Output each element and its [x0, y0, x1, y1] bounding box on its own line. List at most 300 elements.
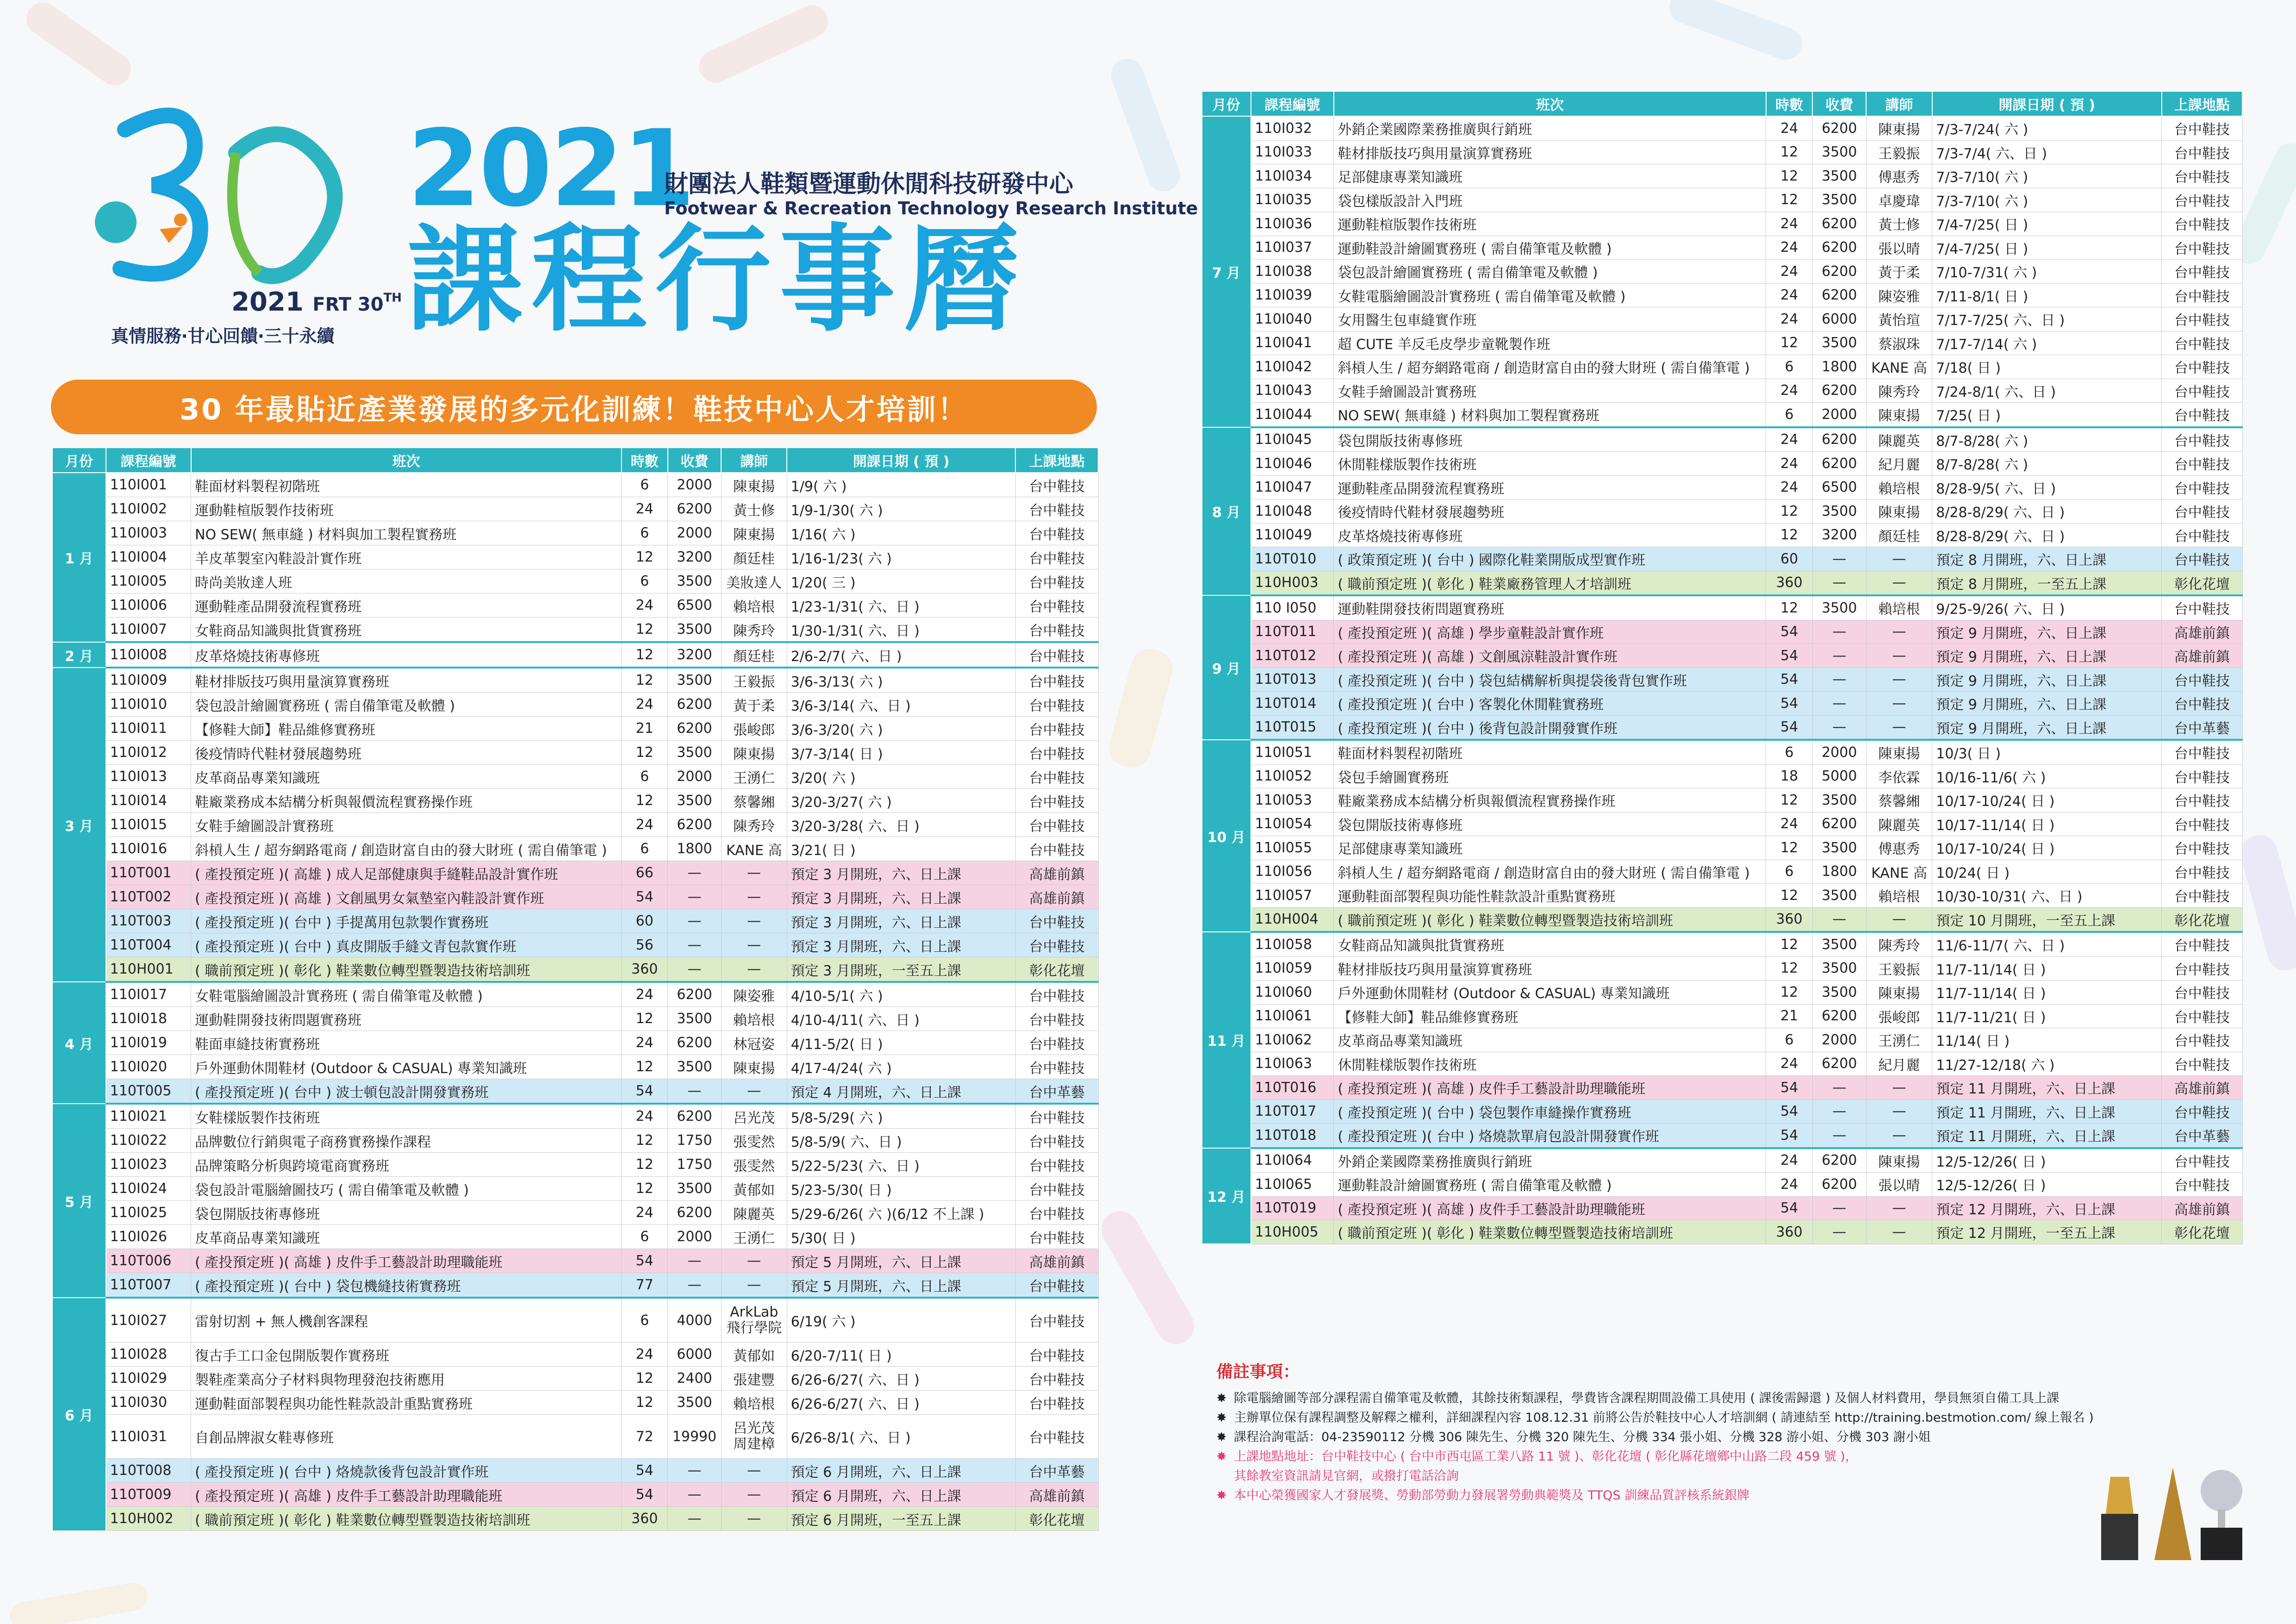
date-cell: 3/6-3/13( 六 )	[787, 668, 1015, 693]
teacher-cell: 黃怡瑄	[1866, 307, 1932, 331]
teacher-cell: 黃郁如	[721, 1343, 787, 1367]
teacher-cell: ArkLab 飛行學院	[721, 1298, 787, 1343]
course-code-cell: 110I016	[106, 837, 191, 861]
teacher-cell: 張雯然	[721, 1153, 787, 1177]
teacher-cell: 賴培根	[1866, 475, 1932, 500]
teacher-cell: 黃士修	[1866, 212, 1932, 236]
hours-cell: 54	[1766, 715, 1812, 740]
hours-cell: 12	[1766, 836, 1812, 860]
course-code-cell: 110I008	[106, 642, 191, 668]
fee-cell: —	[668, 1483, 722, 1507]
location-cell: 台中革藝	[2162, 715, 2242, 740]
table-row	[1202, 956, 2242, 981]
table-row	[52, 1177, 1098, 1201]
note-text: 上課地點地址：台中鞋技中心 ( 台中市西屯區工業八路 11 號 )、彰化花壇 ( 彰化縣花壇鄉中山路二段 459 號 )，	[1234, 1449, 1858, 1464]
teacher-cell: —	[1866, 715, 1932, 740]
fee-cell: 3500	[668, 1177, 722, 1201]
fee-cell: 2400	[668, 1367, 722, 1391]
course-name-cell: 品牌數位行銷與電子商務實務操作課程	[191, 1129, 622, 1153]
table-row	[52, 1201, 1098, 1225]
teacher-cell: 陳麗英	[1866, 812, 1932, 836]
fee-cell: —	[1812, 1076, 1866, 1100]
hours-cell: 6	[1766, 1028, 1812, 1052]
hours-cell: 12	[622, 1055, 668, 1079]
table-row	[52, 1055, 1098, 1079]
hours-cell: 54	[1766, 1076, 1812, 1100]
table-row	[1202, 1148, 2242, 1173]
column-header: 時數	[1766, 91, 1812, 116]
location-cell: 台中鞋技	[1015, 668, 1098, 693]
fee-cell: 3500	[668, 618, 722, 643]
fee-cell: 3500	[668, 569, 722, 593]
date-cell: 7/17-7/14( 六 )	[1932, 331, 2162, 355]
course-code-cell: 110I040	[1251, 307, 1334, 331]
teacher-cell: 王毅振	[721, 668, 787, 693]
hours-cell: 24	[622, 1104, 668, 1129]
fee-cell: —	[668, 1507, 722, 1531]
location-cell: 台中鞋技	[1015, 1153, 1098, 1177]
course-code-cell: 110H005	[1251, 1220, 1334, 1244]
course-name-cell: 運動鞋設計繪圖實務班 ( 需自備筆電及軟體 )	[1334, 1173, 1766, 1197]
date-cell: 5/8-5/29( 六 )	[787, 1104, 1015, 1129]
fee-cell: 3500	[668, 741, 722, 765]
location-cell: 台中鞋技	[2162, 1099, 2242, 1124]
teacher-cell: 紀月麗	[1866, 1052, 1932, 1076]
date-cell: 預定 11 月開班，六、日上課	[1932, 1076, 2162, 1100]
location-cell: 台中鞋技	[2162, 403, 2242, 427]
date-cell: 1/16( 六 )	[787, 521, 1015, 545]
course-name-cell: ( 產投預定班 )( 高雄 ) 皮件手工藝設計助理職能班	[191, 1483, 622, 1507]
date-cell: 10/30-10/31( 六、日 )	[1932, 884, 2162, 908]
table-row	[52, 1507, 1098, 1531]
course-code-cell: 110I033	[1251, 140, 1334, 164]
teacher-cell: 顏廷桂	[721, 545, 787, 569]
teacher-cell: 王毅振	[1866, 140, 1932, 164]
course-name-cell: 皮革商品專業知識班	[191, 765, 622, 789]
table-row	[1202, 547, 2242, 571]
date-cell: 7/25( 日 )	[1932, 403, 2162, 427]
location-cell: 台中鞋技	[2162, 740, 2242, 764]
location-cell: 台中鞋技	[2162, 212, 2242, 236]
table-row	[52, 813, 1098, 837]
location-cell: 台中鞋技	[1015, 1298, 1098, 1343]
date-cell: 4/10-4/11( 六、日 )	[787, 1007, 1015, 1031]
notes-title: 備註事項：	[1216, 1362, 1300, 1381]
fee-cell: 6000	[1812, 307, 1866, 331]
location-cell: 台中鞋技	[1015, 741, 1098, 765]
teacher-cell: 卓慶瑋	[1866, 188, 1932, 212]
date-cell: 預定 5 月開班，六、日上課	[787, 1249, 1015, 1273]
table-row	[52, 1415, 1098, 1459]
month-cell: 10 月	[1202, 740, 1251, 932]
course-code-cell: 110T019	[1251, 1196, 1334, 1220]
course-code-cell: 110T006	[106, 1249, 191, 1273]
course-code-cell: 110I024	[106, 1177, 191, 1201]
table-row	[1202, 355, 2242, 379]
slogan-banner-text: 30 年最貼近產業發展的多元化訓練！鞋技中心人才培訓！	[180, 392, 968, 426]
course-name-cell: 製鞋產業高分子材料與物理發泡技術應用	[191, 1367, 622, 1391]
hours-cell: 77	[622, 1273, 668, 1298]
teacher-cell: —	[721, 1249, 787, 1273]
course-code-cell: 110I038	[1251, 260, 1334, 284]
hours-cell: 54	[1766, 1196, 1812, 1220]
hours-cell: 24	[622, 1343, 668, 1367]
course-code-cell: 110I023	[106, 1153, 191, 1177]
fee-cell: —	[1812, 644, 1866, 668]
course-code-cell: 110I049	[1251, 523, 1334, 547]
table-row	[52, 497, 1098, 521]
date-cell: 預定 6 月開班，一至五上課	[787, 1507, 1015, 1531]
course-code-cell: 110H003	[1251, 571, 1334, 595]
fee-cell: 3500	[1812, 595, 1866, 620]
date-cell: 6/26-8/1( 六、日 )	[787, 1415, 1015, 1459]
course-code-cell: 110I018	[106, 1007, 191, 1031]
column-header: 課程編號	[106, 448, 191, 473]
fee-cell: 3500	[1812, 932, 1866, 956]
fee-cell: —	[1812, 1099, 1866, 1124]
fee-cell: 3500	[668, 789, 722, 813]
course-code-cell: 110I010	[106, 693, 191, 717]
teacher-cell: 張以晴	[1866, 1173, 1932, 1197]
course-code-cell: 110 I050	[1251, 595, 1334, 620]
location-cell: 台中鞋技	[1015, 1225, 1098, 1249]
course-name-cell: 後疫情時代鞋材發展趨勢班	[191, 741, 622, 765]
table-row	[52, 1079, 1098, 1104]
table-row	[1202, 692, 2242, 716]
date-cell: 2/6-2/7( 六、日 )	[787, 642, 1015, 668]
table-row	[52, 1104, 1098, 1129]
course-name-cell: 女鞋樣版製作技術班	[191, 1104, 622, 1129]
fee-cell: 6000	[668, 1343, 722, 1367]
location-cell: 台中鞋技	[2162, 452, 2242, 476]
table-row	[52, 1298, 1098, 1343]
teacher-cell: 林冠姿	[721, 1031, 787, 1055]
hours-cell: 54	[1766, 692, 1812, 716]
teacher-cell: 黃士修	[721, 497, 787, 521]
date-cell: 預定 3 月開班，六、日上課	[787, 861, 1015, 885]
teacher-cell: —	[1866, 1124, 1932, 1148]
table-header-row	[52, 448, 1098, 473]
date-cell: 11/6-11/7( 六、日 )	[1932, 932, 2162, 956]
course-code-cell: 110H001	[106, 957, 191, 982]
course-name-cell: 女鞋商品知識與批貨實務班	[1334, 932, 1766, 956]
date-cell: 預定 10 月開班，一至五上課	[1932, 907, 2162, 932]
location-cell: 台中鞋技	[2162, 188, 2242, 212]
course-name-cell: ( 產投預定班 )( 高雄 ) 學步童鞋設計實作班	[1334, 620, 1766, 644]
page-title: 課程行事曆	[407, 212, 1027, 347]
course-name-cell: ( 產投預定班 )( 台中 ) 袋包機縫技術實務班	[191, 1273, 622, 1298]
course-name-cell: 鞋材排版技巧與用量演算實務班	[191, 668, 622, 693]
course-name-cell: ( 產投預定班 )( 高雄 ) 皮件手工藝設計助理職能班	[1334, 1196, 1766, 1220]
course-name-cell: 女鞋商品知識與批貨實務班	[191, 618, 622, 643]
slogan-banner	[51, 380, 1097, 434]
fee-cell: 3500	[1812, 500, 1866, 524]
location-cell: 台中鞋技	[1015, 521, 1098, 545]
teacher-cell: —	[721, 933, 787, 957]
teacher-cell: 張以晴	[1866, 236, 1932, 260]
fee-cell: 4000	[668, 1298, 722, 1343]
course-name-cell: 【修鞋大師】鞋品維修實務班	[1334, 1004, 1766, 1028]
date-cell: 10/24( 日 )	[1932, 860, 2162, 884]
fee-cell: 6200	[1812, 452, 1866, 476]
table-row	[52, 1249, 1098, 1273]
column-header: 上課地點	[1015, 448, 1098, 473]
course-name-cell: ( 政策預定班 )( 台中 ) 國際化鞋業開版成型實作班	[1334, 547, 1766, 571]
teacher-cell: 張峻郎	[721, 717, 787, 741]
location-cell: 台中鞋技	[2162, 932, 2242, 956]
course-name-cell: 鞋材排版技巧與用量演算實務班	[1334, 956, 1766, 981]
hours-cell: 60	[1766, 547, 1812, 571]
fee-cell: 3200	[668, 642, 722, 668]
course-code-cell: 110T016	[1251, 1076, 1334, 1100]
date-cell: 7/24-8/1( 六、日 )	[1932, 379, 2162, 403]
month-cell: 8 月	[1202, 427, 1251, 596]
note-item	[1216, 1428, 2258, 1447]
course-code-cell: 110I057	[1251, 884, 1334, 908]
location-cell: 高雄前鎮	[1015, 1249, 1098, 1273]
location-cell: 台中鞋技	[1015, 933, 1098, 957]
course-code-cell: 110I035	[1251, 188, 1334, 212]
course-code-cell: 110T018	[1251, 1124, 1334, 1148]
location-cell: 彰化花壇	[1015, 957, 1098, 982]
table-row	[52, 593, 1098, 618]
date-cell: 預定 3 月開班，六、日上課	[787, 933, 1015, 957]
course-name-cell: 休閒鞋樣版製作技術班	[1334, 452, 1766, 476]
table-row	[1202, 836, 2242, 860]
table-row	[1202, 812, 2242, 836]
hours-cell: 54	[622, 1249, 668, 1273]
date-cell: 8/7-8/28( 六 )	[1932, 452, 2162, 476]
hours-cell: 18	[1766, 764, 1812, 788]
teacher-cell: 陳麗英	[721, 1201, 787, 1225]
fee-cell: 2000	[1812, 1028, 1866, 1052]
schedule-table-left	[52, 447, 1099, 1531]
teacher-cell: 陳東揚	[721, 741, 787, 765]
location-cell: 台中鞋技	[1015, 1367, 1098, 1391]
fee-cell: 6200	[1812, 260, 1866, 284]
teacher-cell: —	[721, 885, 787, 909]
location-cell: 台中鞋技	[1015, 569, 1098, 593]
course-code-cell: 110I059	[1251, 956, 1334, 981]
teacher-cell: —	[1866, 1076, 1932, 1100]
course-name-cell: 自創品牌淑女鞋專修班	[191, 1415, 622, 1459]
course-code-cell: 110I065	[1251, 1173, 1334, 1197]
teacher-cell: —	[721, 1483, 787, 1507]
date-cell: 6/20-7/11( 日 )	[787, 1343, 1015, 1367]
teacher-cell: 傅惠秀	[1866, 164, 1932, 188]
location-cell: 台中鞋技	[2162, 981, 2242, 1005]
date-cell: 3/6-3/14( 六、日 )	[787, 693, 1015, 717]
location-cell: 台中鞋技	[1015, 789, 1098, 813]
course-name-cell: ( 產投預定班 )( 台中 ) 烙燒款單肩包設計開發實作班	[1334, 1124, 1766, 1148]
teacher-cell: 陳東揚	[1866, 981, 1932, 1005]
date-cell: 5/23-5/30( 日 )	[787, 1177, 1015, 1201]
teacher-cell: 陳姿雅	[1866, 283, 1932, 307]
date-cell: 7/10-7/31( 六 )	[1932, 260, 2162, 284]
date-cell: 預定 9 月開班，六、日上課	[1932, 620, 2162, 644]
teacher-cell: 王湧仁	[1866, 1028, 1932, 1052]
location-cell: 台中鞋技	[1015, 1415, 1098, 1459]
course-name-cell: 外銷企業國際業務推廣與行銷班	[1334, 116, 1766, 140]
table-row	[52, 717, 1098, 741]
fee-cell: 6200	[1812, 812, 1866, 836]
fee-cell: 6200	[1812, 283, 1866, 307]
fee-cell: 2000	[1812, 403, 1866, 427]
note-text: 主辦單位保有課程調整及解釋之權利，詳細課程內容 108.12.31 前將公告於鞋技中心人才培訓網 ( 請連結至 http://training.bestmotion.com/ 線上報名 )	[1234, 1411, 2094, 1425]
hours-cell: 56	[622, 933, 668, 957]
table-row	[52, 473, 1098, 497]
hours-cell: 12	[1766, 884, 1812, 908]
location-cell: 台中鞋技	[2162, 1052, 2242, 1076]
location-cell: 台中鞋技	[1015, 497, 1098, 521]
course-name-cell: ( 職前預定班 )( 彰化 ) 鞋業數位轉型暨製造技術培訓班	[1334, 1220, 1766, 1244]
hours-cell: 24	[1766, 1148, 1812, 1173]
teacher-cell: KANE 高	[721, 837, 787, 861]
course-code-cell: 110T012	[1251, 644, 1334, 668]
location-cell: 台中鞋技	[2162, 331, 2242, 355]
course-code-cell: 110I053	[1251, 788, 1334, 812]
location-cell: 台中鞋技	[1015, 1031, 1098, 1055]
fee-cell: 2000	[1812, 740, 1866, 764]
teacher-cell: 陳東揚	[1866, 116, 1932, 140]
table-row	[1202, 907, 2242, 932]
location-cell: 高雄前鎮	[2162, 1196, 2242, 1220]
location-cell: 台中鞋技	[1015, 618, 1098, 643]
fee-cell: 3500	[1812, 836, 1866, 860]
location-cell: 彰化花壇	[2162, 571, 2242, 595]
hours-cell: 12	[1766, 140, 1812, 164]
course-name-cell: 袋包手繪圖實務班	[1334, 764, 1766, 788]
hours-cell: 24	[622, 497, 668, 521]
hours-cell: 24	[622, 1201, 668, 1225]
column-header: 講師	[1866, 91, 1932, 116]
teacher-cell: 傅惠秀	[1866, 836, 1932, 860]
date-cell: 11/7-11/14( 日 )	[1932, 956, 2162, 981]
course-name-cell: 運動鞋開發技術問題實務班	[191, 1007, 622, 1031]
course-code-cell: 110I058	[1251, 932, 1334, 956]
date-cell: 預定 5 月開班，六、日上課	[787, 1273, 1015, 1298]
hours-cell: 60	[622, 909, 668, 933]
table-row	[52, 1007, 1098, 1031]
table-row	[1202, 620, 2242, 644]
course-code-cell: 110I043	[1251, 379, 1334, 403]
table-row	[52, 642, 1098, 668]
page-header	[0, 0, 1198, 444]
course-code-cell: 110T004	[106, 933, 191, 957]
location-cell: 台中鞋技	[2162, 764, 2242, 788]
course-name-cell: 運動鞋產品開發流程實務班	[191, 593, 622, 618]
hours-cell: 54	[622, 885, 668, 909]
teacher-cell: 紀月麗	[1866, 452, 1932, 476]
fee-cell: 6200	[668, 813, 722, 837]
course-code-cell: 110I036	[1251, 212, 1334, 236]
table-row	[1202, 1220, 2242, 1244]
hours-cell: 6	[622, 473, 668, 497]
location-cell: 台中鞋技	[2162, 668, 2242, 692]
date-cell: 3/20( 六 )	[787, 765, 1015, 789]
teacher-cell: 蔡馨緗	[721, 789, 787, 813]
course-name-cell: NO SEW( 無車縫 ) 材料與加工製程實務班	[1334, 403, 1766, 427]
location-cell: 台中鞋技	[1015, 837, 1098, 861]
course-code-cell: 110I003	[106, 521, 191, 545]
course-code-cell: 110I027	[106, 1298, 191, 1343]
location-cell: 台中鞋技	[1015, 642, 1098, 668]
column-header: 上課地點	[2162, 91, 2242, 116]
course-code-cell: 110T007	[106, 1273, 191, 1298]
hours-cell: 54	[622, 1079, 668, 1104]
course-name-cell: 皮革商品專業知識班	[191, 1225, 622, 1249]
location-cell: 台中鞋技	[2162, 884, 2242, 908]
location-cell: 台中革藝	[2162, 1124, 2242, 1148]
location-cell: 台中革藝	[1015, 1079, 1098, 1104]
date-cell: 3/6-3/20( 六 )	[787, 717, 1015, 741]
course-code-cell: 110I044	[1251, 403, 1334, 427]
hours-cell: 12	[622, 618, 668, 643]
course-code-cell: 110T013	[1251, 668, 1334, 692]
fee-cell: 2000	[668, 765, 722, 789]
fee-cell: 3500	[1812, 981, 1866, 1005]
location-cell: 台中鞋技	[1015, 593, 1098, 618]
course-name-cell: 袋包開版技術專修班	[1334, 427, 1766, 452]
fee-cell: 6200	[1812, 212, 1866, 236]
hours-cell: 24	[622, 1031, 668, 1055]
course-name-cell: ( 產投預定班 )( 高雄 ) 皮件手工藝設計助理職能班	[1334, 1076, 1766, 1100]
table-row	[1202, 981, 2242, 1005]
fee-cell: —	[1812, 620, 1866, 644]
teacher-cell: 王湧仁	[721, 765, 787, 789]
column-header: 收費	[668, 448, 722, 473]
table-row	[1202, 140, 2242, 164]
course-code-cell: 110T002	[106, 885, 191, 909]
hours-cell: 24	[622, 982, 668, 1007]
fee-cell: —	[668, 909, 722, 933]
table-row	[1202, 884, 2242, 908]
location-cell: 台中鞋技	[1015, 545, 1098, 569]
fee-cell: 6200	[1812, 1148, 1866, 1173]
hours-cell: 12	[622, 1177, 668, 1201]
column-header: 月份	[1202, 91, 1251, 116]
course-name-cell: 運動鞋楦版製作技術班	[1334, 212, 1766, 236]
location-cell: 台中鞋技	[1015, 1104, 1098, 1129]
course-name-cell: ( 產投預定班 )( 高雄 ) 文創風涼鞋設計實作班	[1334, 644, 1766, 668]
course-name-cell: 運動鞋面部製程與功能性鞋款設計重點實務班	[191, 1391, 622, 1415]
course-code-cell: 110I029	[106, 1367, 191, 1391]
course-code-cell: 110I020	[106, 1055, 191, 1079]
hours-cell: 6	[622, 1225, 668, 1249]
teacher-cell: —	[1866, 571, 1932, 595]
location-cell: 台中鞋技	[1015, 813, 1098, 837]
location-cell: 台中鞋技	[2162, 812, 2242, 836]
hours-cell: 6	[1766, 403, 1812, 427]
course-code-cell: 110I013	[106, 765, 191, 789]
course-code-cell: 110I031	[106, 1415, 191, 1459]
teacher-cell: 陳東揚	[1866, 403, 1932, 427]
course-code-cell: 110I032	[1251, 116, 1334, 140]
course-code-cell: 110T014	[1251, 692, 1334, 716]
institute-name-en: Footwear & Recreation Technology Research Institute	[664, 198, 1198, 219]
course-name-cell: 外銷企業國際業務推廣與行銷班	[1334, 1148, 1766, 1173]
hours-cell: 24	[1766, 283, 1812, 307]
course-code-cell: 110I060	[1251, 981, 1334, 1005]
course-code-cell: 110I062	[1251, 1028, 1334, 1052]
hours-cell: 6	[1766, 355, 1812, 379]
teacher-cell: 陳東揚	[1866, 500, 1932, 524]
date-cell: 6/19( 六 )	[787, 1298, 1015, 1343]
course-name-cell: 足部健康專業知識班	[1334, 164, 1766, 188]
hours-cell: 24	[1766, 212, 1812, 236]
date-cell: 8/7-8/28( 六 )	[1932, 427, 2162, 452]
table-row	[1202, 379, 2242, 403]
